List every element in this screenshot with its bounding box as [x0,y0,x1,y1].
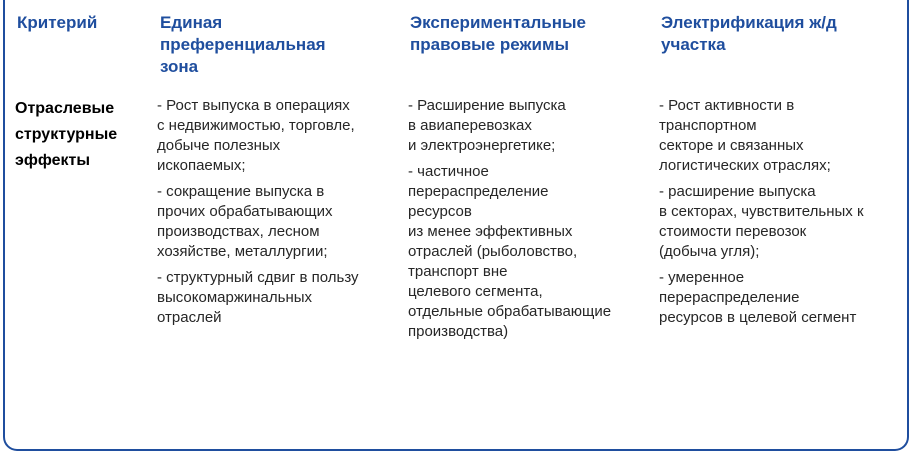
cell-preferential-zone [157,96,409,334]
header-criterion: Критерий [17,13,98,32]
bullet-item: - сокращение выпуска в прочих обрабатывающих производствах, лесном хозяйстве, металлургии; [157,183,333,260]
bullet-item: - частичное перераспределение ресурсов из менее эффективных отраслей (рыболовство, транспорт вне целевого сегмента, отдельные обрабатывающие производства) [408,163,612,340]
bullet-item: - структурный сдвиг в пользу высокомаржинальных отраслей [157,269,359,326]
header-preferential-zone: Единая преференциальная зона [160,13,326,76]
cell-railway-electrification [659,96,909,334]
header-experimental-regimes: Экспериментальные правовые режимы [410,13,586,54]
header-railway-electrification: Электрификация ж/д участка [661,13,837,54]
row-label-structural-effects: Отраслевые структурные эффекты [15,100,118,169]
bullet-item: - умеренное перераспределение ресурсов в целевой сегмент [659,269,857,326]
bullet-item: - Рост активности в транспортном секторе и связанных логистических отраслях; [659,97,831,174]
bullet-item: - Расширение выпуска в авиаперевозках и электроэнергетике; [408,97,566,154]
bullet-item: - Рост выпуска в операциях с недвижимостью, торговле, добыче полезных ископаемых; [157,97,355,174]
cell-experimental-regimes [408,96,660,348]
bullet-item: - расширение выпуска в секторах, чувствительных к стоимости перевозок (добыча угля); [659,183,864,260]
